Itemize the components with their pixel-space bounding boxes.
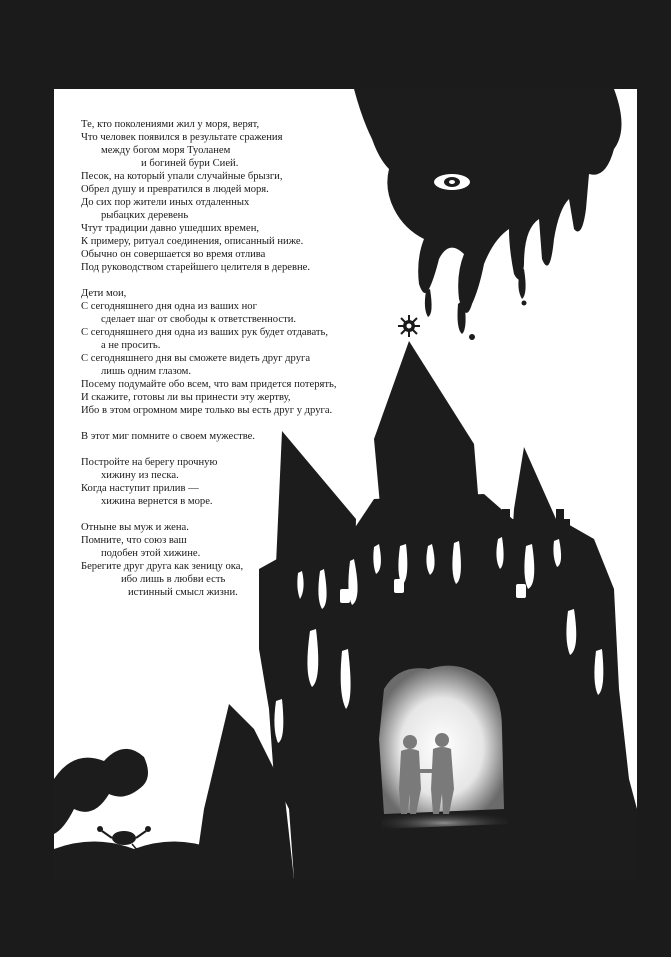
poem-line: и богиней бури Сией.	[141, 158, 239, 169]
poem-line: Обычно он совершается во время отлива	[81, 249, 266, 260]
poem-line: Те, кто поколениями жил у моря, верят,	[81, 119, 260, 130]
poem-line: Постройте на берегу прочную	[81, 457, 218, 468]
poem-line: Дети мои,	[81, 288, 127, 299]
poem-line: Чтут традиции давно ушедших времен,	[81, 223, 260, 234]
poem-line: Ибо в этом огромном мире только вы есть друг у друга.	[81, 405, 333, 416]
poem-line: Песок, на который упали случайные брызги,	[81, 171, 283, 182]
poem-line: хижина вернется в море.	[101, 496, 213, 507]
book-page	[54, 89, 637, 879]
poem-line: С сегодняшнего дня вы сможете видеть друг друга	[81, 353, 311, 364]
spiked-eye-icon	[398, 315, 420, 337]
poem-line: В этот миг помните о своем мужестве.	[81, 431, 256, 442]
poem-line: хижину из песка.	[101, 470, 179, 481]
poem-line: Берегите друг друга как зеницу ока,	[81, 561, 244, 572]
poem-line: И скажите, готовы ли вы принести эту жертву,	[81, 392, 291, 403]
poem-line: между богом моря Туоланем	[101, 145, 231, 156]
poem-stanza	[81, 521, 381, 599]
poem-line: Обрел душу и превратился в людей моря.	[81, 184, 269, 195]
poem-line: а не просить.	[101, 340, 161, 351]
poem-line: С сегодняшнего дня одна из ваших ног	[81, 301, 257, 312]
poem-line: ибо лишь в любви есть	[121, 574, 226, 585]
poem-line: подобен этой хижине.	[101, 548, 201, 559]
cloud-eye-icon	[434, 174, 470, 190]
poem-line: Когда наступит прилив —	[81, 483, 199, 494]
poem-line: С сегодняшнего дня одна из ваших рук будет отдавать,	[81, 327, 329, 338]
poem-line: Посему подумайте обо всем, что вам придется потерять,	[81, 379, 337, 390]
poem-line: К примеру, ритуал соединения, описанный ниже.	[81, 236, 304, 247]
poem-stanza	[81, 287, 381, 417]
dripping-cloud	[354, 89, 622, 340]
poem-text	[81, 118, 381, 612]
poem-line: сделает шаг от свободы к ответственности.	[101, 314, 297, 325]
poem-line: лишь одним глазом.	[101, 366, 192, 377]
poem-stanza	[81, 456, 381, 508]
poem-line: Под руководством старейшего целителя в деревне.	[81, 262, 311, 273]
poem-line: истинный смысл жизни.	[128, 587, 238, 598]
poem-line: До сих пор жители иных отдаленных	[81, 197, 250, 208]
poem-stanza	[81, 118, 381, 274]
poem-line: Помните, что союз ваш	[81, 535, 187, 546]
poem-line: рыбацких деревень	[101, 210, 189, 221]
poem-line: Отныне вы муж и жена.	[81, 522, 189, 533]
poem-line: Что человек появился в результате сражения	[81, 132, 283, 143]
poem-stanza	[81, 430, 381, 443]
